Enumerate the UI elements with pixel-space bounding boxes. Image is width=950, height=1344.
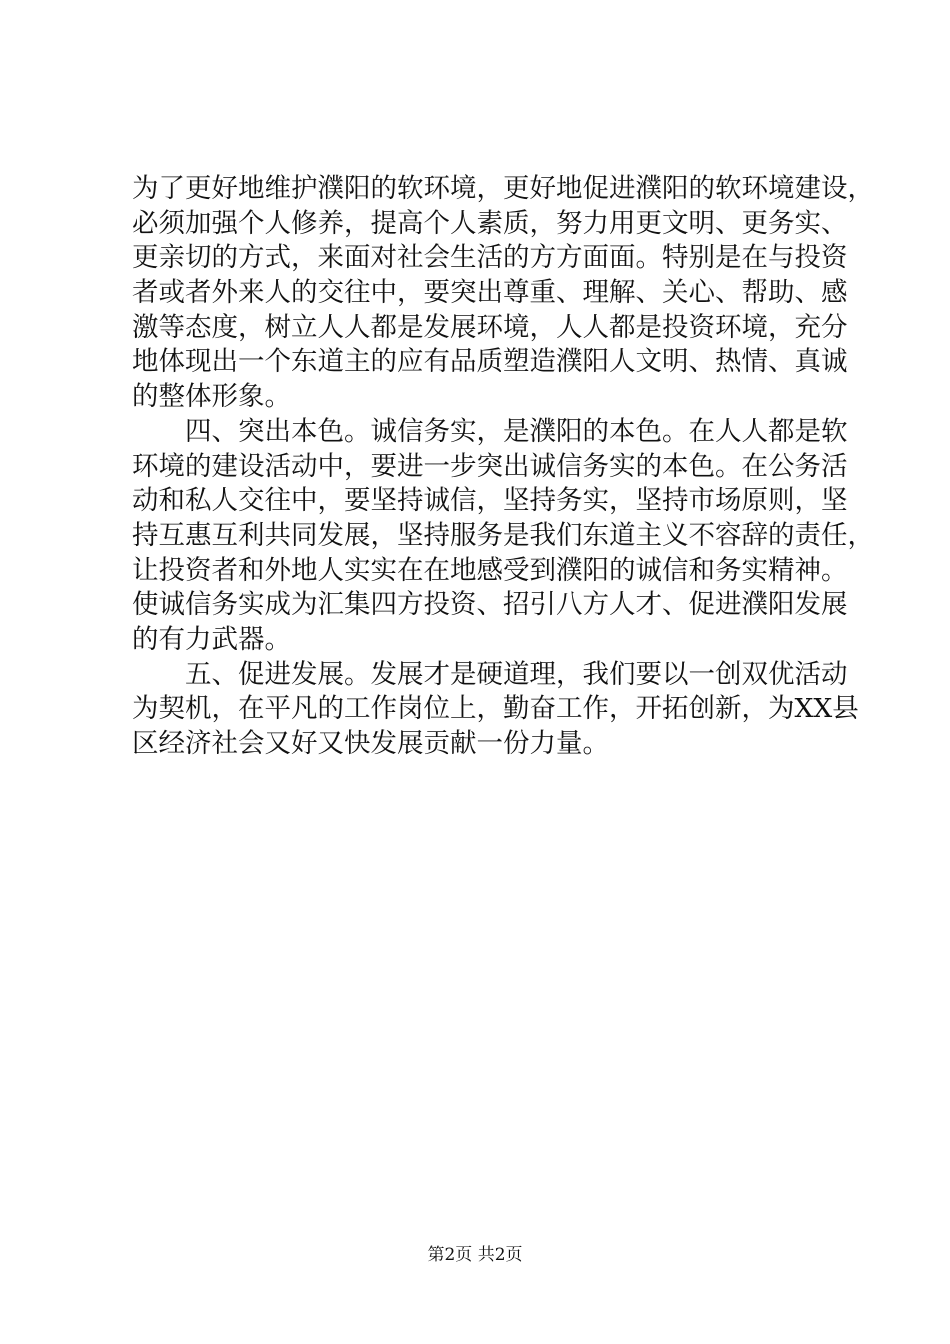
text-line: 动和私人交往中，要坚持诚信，坚持务实，坚持市场原则，坚	[132, 485, 848, 517]
text-line: 让投资者和外地人实实在在地感受到濮阳的诚信和务实精神。	[132, 554, 848, 586]
text-line: 激等态度，树立人人都是发展环境，人人都是投资环境，充分	[132, 311, 848, 343]
page-number-label: 第2页 共2页	[427, 1245, 523, 1265]
text-line: 的整体形象。	[132, 381, 291, 413]
text-line: 者或者外来人的交往中，要突出尊重、理解、关心、帮助、感	[132, 277, 848, 309]
text-line: 为了更好地维护濮阳的软环境，更好地促进濮阳的软环境建设，	[132, 173, 874, 204]
text-line: 区经济社会又好又快发展贡献一份力量。	[132, 728, 609, 759]
paragraph-section-five	[132, 658, 859, 762]
text-line: 为契机，在平凡的工作岗位上，勤奋工作，开拓创新，为XX县	[132, 693, 859, 725]
text-line: 持互惠互利共同发展，坚持服务是我们东道主义不容辞的责任，	[132, 519, 874, 551]
text-line: 必须加强个人修养，提高个人素质，努力用更文明、更务实、	[132, 207, 848, 239]
text-line: 使诚信务实成为汇集四方投资、招引八方人才、促进濮阳发展	[132, 589, 848, 621]
paragraph-section-four	[132, 415, 874, 658]
paragraph-intro	[132, 172, 874, 415]
text-line: 地体现出一个东道主的应有品质塑造濮阳人文明、热情、真诚	[132, 346, 848, 378]
page-footer	[0, 1244, 950, 1266]
text-line: 的有力武器。	[132, 623, 291, 655]
text-line: 四、突出本色。诚信务实，是濮阳的本色。在人人都是软	[132, 415, 848, 447]
text-line: 更亲切的方式，来面对社会生活的方方面面。特别是在与投资	[132, 242, 848, 274]
document-body	[132, 172, 874, 762]
text-line: 环境的建设活动中，要进一步突出诚信务实的本色。在公务活	[132, 450, 848, 482]
text-line: 五、促进发展。发展才是硬道理，我们要以一创双优活动	[132, 658, 848, 690]
